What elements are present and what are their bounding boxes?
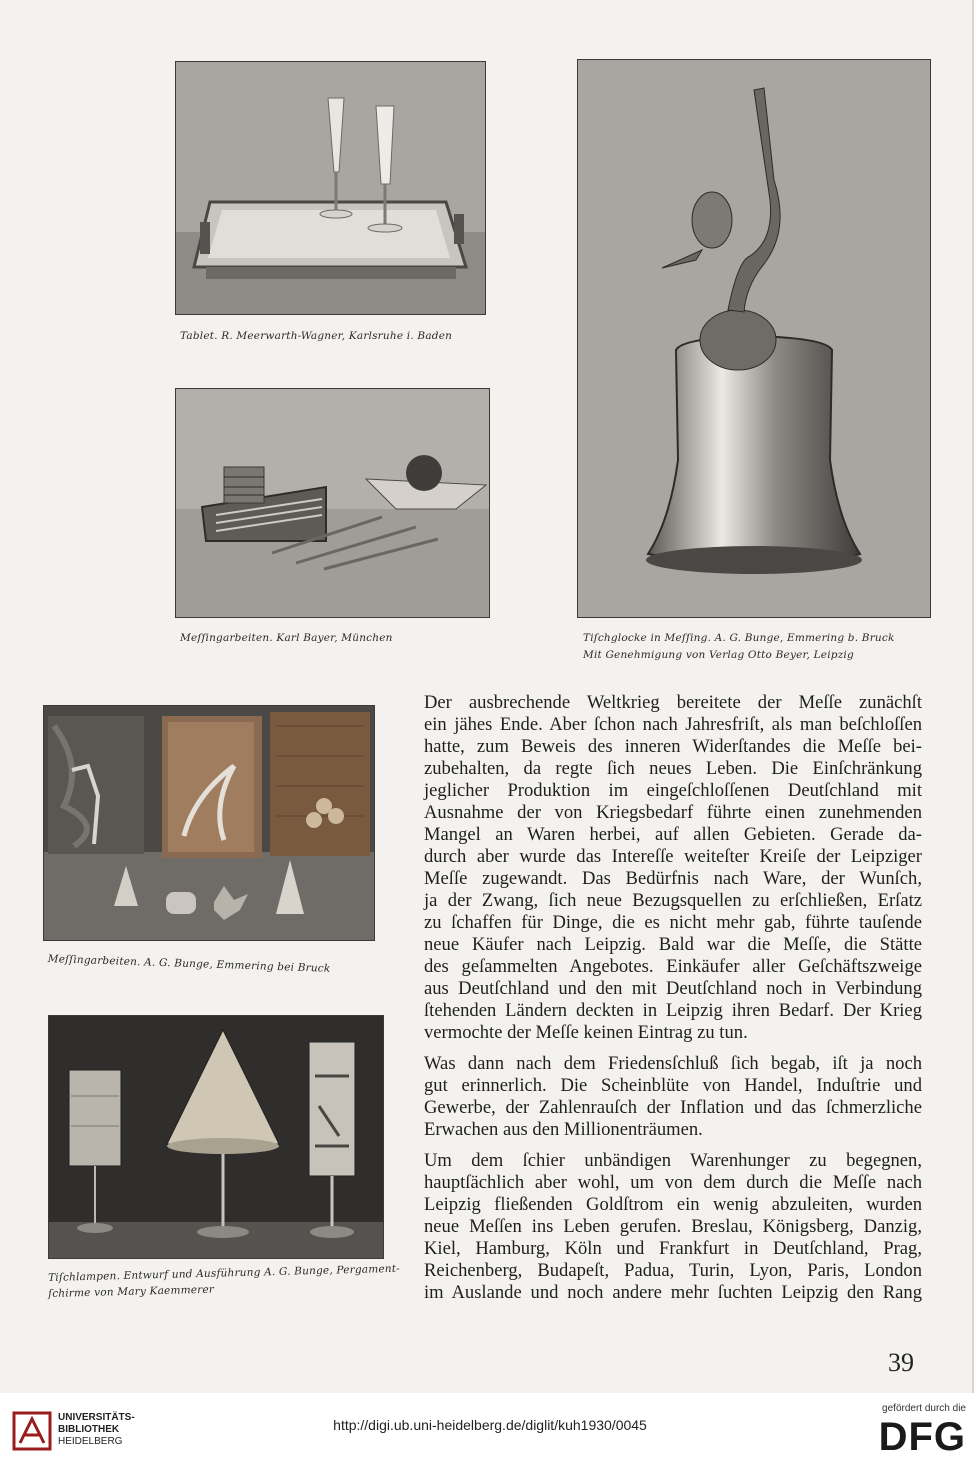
footer-bar — [0, 1393, 980, 1466]
text-line: aus Deutſchland und den mit Deutſchland noch in Verbindung — [424, 978, 922, 999]
page-number: 39 — [888, 1348, 914, 1377]
paragraph-2 — [424, 1053, 922, 1141]
dfg-logo: DFG — [878, 1415, 966, 1459]
caption-tray: Tablet. R. Meerwarth-Wagner, Karlsruhe i. Baden — [180, 330, 453, 342]
caption-bell-line1: Tiſchglocke in Meſſing. A. G. Bunge, Emmering b. Bruck — [583, 632, 895, 644]
text-line: vermochte der Meſſe keinen Eintrag zu tun. — [424, 1022, 748, 1043]
text-line: gut erinnerlich. Die Scheinblüte von Handel, Induſtrie und — [424, 1075, 922, 1096]
caption-lamps-line2: ſchirme von Mary Kaemmerer — [48, 1283, 215, 1300]
text-line: Kiel, Hamburg, Köln und Frankfurt in Deutſchland, Prag, — [424, 1238, 922, 1259]
text-line: neue Käufer nach Leipzig. Bald war die Meſſe, die Stätte — [424, 934, 922, 955]
university-line: BIBLIOTHEK — [58, 1424, 120, 1435]
text-line: Ausnahme der von Kriegsbedarf führte einen zunehmenden — [424, 802, 922, 823]
university-line: UNIVERSITÄTS- — [58, 1412, 135, 1423]
source-url[interactable]: http://digi.ub.uni-heidelberg.de/diglit/kuh1930/0045 — [333, 1417, 647, 1433]
text-line: im Auslande und noch andere mehr ſuchten Leipzig den Rang — [424, 1282, 922, 1303]
photo-tray — [175, 61, 486, 315]
caption-brass-bunge: Meſſingarbeiten. A. G. Bunge, Emmering bei Bruck — [47, 953, 331, 975]
text-line: Meſſe zugewandt. Das Bedürfnis nach Ware, der Wunſch, — [424, 868, 922, 889]
text-line: Gewerbe, der Zahlenrauſch der Inflation und das ſchmerzliche — [424, 1097, 922, 1118]
caption-bell-line2: Mit Genehmigung von Verlag Otto Beyer, Leipzig — [583, 649, 854, 661]
text-line: ein jähes Ende. Aber ſchon nach Jahresfriſt, als man beſchloſſen — [424, 714, 922, 735]
text-line: Leipzig fließenden Goldſtrom ein wenig abzuleiten, wurden — [424, 1194, 922, 1215]
paragraph-1 — [424, 692, 922, 1044]
body-text — [424, 692, 922, 1313]
paragraph-3 — [424, 1150, 922, 1304]
text-line: ja der Zwang, ſich neue Bezugsquellen zu erſchließen, Erſatz — [424, 890, 922, 911]
text-line: jeglicher Produktion im eingeſchloſſenen Deutſchland mit — [424, 780, 922, 801]
university-line: HEIDELBERG — [58, 1436, 123, 1447]
photo-brass-bunge — [43, 705, 375, 941]
text-line: Erwachen aus den Millionenträumen. — [424, 1119, 703, 1140]
text-line: des geſammelten Angebotes. Einkäufer aller Geſchäftszweige — [424, 956, 922, 977]
photo-brass-desk — [175, 388, 490, 618]
caption-lamps-line1: Tiſchlampen. Entwurf und Ausführung A. G. Bunge, Pergament- — [48, 1262, 401, 1284]
photo-lamps — [48, 1015, 384, 1259]
text-line: Reichenberg, Budapeſt, Padua, Turin, Lyon, Paris, London — [424, 1260, 922, 1281]
text-line: Um dem ſchier unbändigen Warenhunger zu begegnen, — [424, 1150, 922, 1171]
text-line: hauptſächlich aber wohl, um von dem durch die Meſſe nach — [424, 1172, 922, 1193]
text-line: Der ausbrechende Weltkrieg bereitete der Meſſe zunächſt — [424, 692, 922, 713]
caption-brass-desk: Meſſingarbeiten. Karl Bayer, München — [180, 632, 393, 644]
text-line: Was dann nach dem Friedensſchluß ſich begab, iſt ja noch — [424, 1053, 922, 1074]
text-line: ſtehenden Ländern deckten in Leipzig ihren Bedarf. Der Krieg — [424, 1000, 922, 1021]
text-line: durch aber wurde das Intereſſe weiteſter Kreiſe der Leipziger — [424, 846, 922, 867]
text-line: zu ſchaffen für Dinge, die es nicht mehr gab, führte tauſende — [424, 912, 922, 933]
text-line: neue Meſſen ins Leben gerufen. Breslau, Königsberg, Danzig, — [424, 1216, 922, 1237]
text-line: Mangel an Waren herbei, auf allen Gebieten. Gerade da- — [424, 824, 922, 845]
sponsor-note: gefördert durch die — [882, 1403, 966, 1414]
photo-bell — [577, 59, 931, 618]
text-line: zubehalten, da regte ſich neues Leben. Die Einſchränkung — [424, 758, 922, 779]
text-line: hatte, zum Beweis des inneren Widerſtandes die Meſſe bei- — [424, 736, 922, 757]
